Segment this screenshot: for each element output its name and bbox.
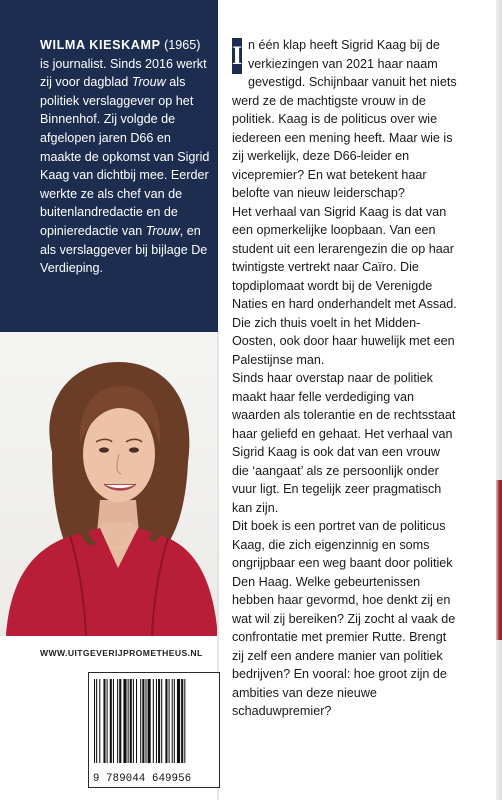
author-bio-line-2: als politiek verslaggever op het Binnenhof. Zij volgde de afgelopen jaren D66 en maakte de opkomst van Sigrid Kaag van dichtbij mee. Eerder werkte ze als chef van de buitenlandredactie en de opinieredactie van <box>40 75 210 238</box>
isbn-number: 9 789044 649956 <box>93 773 192 785</box>
blurb-paragraph-4: Dit boek is een portret van de politicus Kaag, die zich eigenzinnig en soms ongrijpbaar een weg baant door politiek Den Haag. Welke gebeurtenissen hebben haar gevormd, hoe denkt zij en wat wil zij bereiken? Zij zocht al vaak de confrontatie met premier Rutte. Brengt zij zelf een andere manier van politiek bedrijven? En vooral: hoe groot zijn de ambities van deze nieuwe schaduwpremier? <box>232 519 456 718</box>
author-bio-line-1: is journalist. Sinds 2016 werkt zij voor dagblad <box>40 56 207 90</box>
back-cover-blurb <box>232 36 460 721</box>
book-spine-edge <box>496 0 502 800</box>
newspaper-name: Trouw <box>131 75 166 90</box>
spine-red-accent <box>496 480 502 640</box>
author-bio <box>40 36 212 278</box>
blurb-paragraph-3: Sinds haar overstap naar de politiek maakt haar felle verdediging van waarden als tolerantie en de rechtsstaat haar geliefd en gehaat. Het verhaal van Sigrid Kaag is ook dat van een vrouw die ‘aangaat’ als ze persoonlijk onder vuur ligt. En tegelijk zeer pragmatisch kan zijn. <box>232 371 456 515</box>
drop-cap: I <box>232 38 242 74</box>
newspaper-name-2: Trouw <box>145 223 180 238</box>
author-portrait-illustration <box>0 332 218 636</box>
author-birth-year: (1965) <box>160 38 201 52</box>
isbn-barcode <box>88 672 220 788</box>
publisher-website[interactable]: WWW.UITGEVERIJPROMETHEUS.NL <box>40 648 203 658</box>
author-bio-line-3: , en als verslaggever bij bijlage De Verdieping. <box>40 223 208 276</box>
barcode-bars <box>89 673 219 773</box>
blurb-paragraph-2: Het verhaal van Sigrid Kaag is dat van een opmerkelijke loopbaan. Van een student uit een lerarengezin die op haar twintigste vertrekt naar Caïro. Die topdiplomaat wordt bij de Verenigde Naties en hard onderhandelt met Assad. Die zich thuis voelt in het Midden-Oosten, ook door haar huwelijk met een Palestijnse man. <box>232 204 457 367</box>
author-photo <box>0 332 218 636</box>
blurb-paragraph-1-text: n één klap heeft Sigrid Kaag bij de verkiezingen van 2021 haar naam gevestigd. Schijnbaar vanuit het niets werd ze de machtigste vrouw in de politiek. Kaag is de politicus over wie iedereen een mening heeft. Maar wie is zij werkelijk, deze D66-leider en vicepremier? En wat betekent haar belofte van nieuw leiderschap? <box>232 38 457 200</box>
blurb-paragraph-1 <box>232 36 460 203</box>
author-name: WILMA KIESKAMP <box>40 38 161 52</box>
author-bio-panel <box>0 0 218 332</box>
